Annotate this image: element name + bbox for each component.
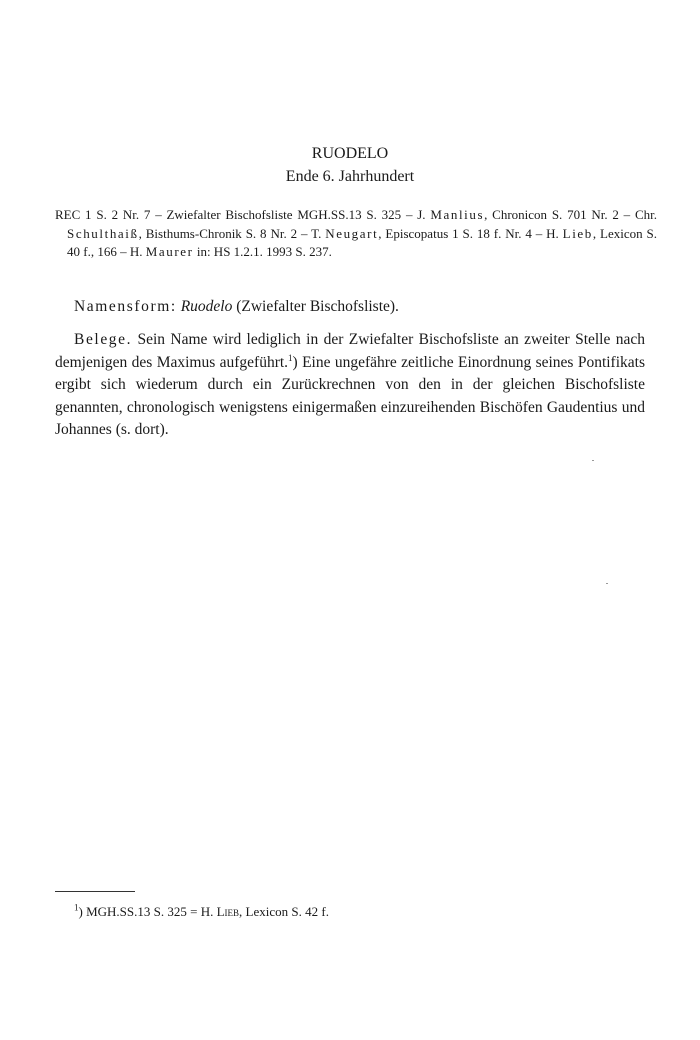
namensform-text: (Zwiefalter Bischofsliste). (232, 298, 399, 315)
reference-author: Maurer (145, 244, 194, 260)
belege-paragraph (55, 329, 645, 442)
entry-date: Ende 6. Jahrhundert (285, 168, 415, 185)
belege-label: Belege. (74, 331, 133, 348)
namensform-label: Namensform: (74, 298, 177, 315)
footnote-author: Lieb (216, 904, 240, 919)
footnote (74, 903, 329, 921)
namensform-name: Ruodelo (180, 298, 233, 315)
belege-text: Sein Name wird lediglich in der Zwiefalter Bischofsliste an zweiter Stelle nach demjenigen des Maximus aufgeführt. (55, 331, 645, 371)
reference-author: Schulthaiß (67, 225, 139, 241)
references-text: , Bisthums-Chronik S. 8 Nr. 2 – T. (138, 225, 326, 241)
references-text: REC 1 S. 2 Nr. 7 – Zwiefalter Bischofsliste MGH.SS.13 S. 325 – J. (55, 207, 431, 222)
references-text: , Lexicon S. 40 f., 166 – H. (67, 225, 657, 260)
namensform-paragraph (55, 296, 645, 319)
reference-author: Manlius (430, 207, 485, 222)
footnote-marker: 1 (74, 902, 79, 913)
references-text: , Episcopatus 1 S. 18 f. Nr. 4 – H. (378, 225, 563, 241)
belege-text: Eine ungefähre zeitliche Einordnung seines Pontifikats ergibt sich wiederum durch ein Zurückrechnen von den in der gleichen Bischofsliste genannten, chronologisch wenigstens einigermaßen einzureihenden Bischöfen Gaudentius und Johannes (s. dort). (55, 353, 645, 438)
references-text: , Chronicon S. 701 Nr. 2 – Chr. (484, 207, 657, 222)
footnote-text: , Lexicon S. 42 f. (239, 904, 329, 919)
scan-speck (592, 460, 594, 461)
scan-speck (606, 583, 608, 584)
footnote-separator (55, 891, 135, 892)
footnote-reference-close: ) (292, 353, 298, 371)
reference-author: Lieb (562, 225, 593, 241)
entry-title: RUODELO (311, 145, 389, 162)
reference-author: Neugart (325, 225, 379, 241)
references-block (55, 206, 657, 262)
footnote-reference[interactable]: 1 (288, 352, 293, 363)
footnote-marker-close: ) (78, 904, 83, 919)
references-text: in: HS 1.2.1. 1993 S. 237. (193, 244, 332, 260)
footnote-text: MGH.SS.13 S. 325 = H. (82, 904, 217, 919)
